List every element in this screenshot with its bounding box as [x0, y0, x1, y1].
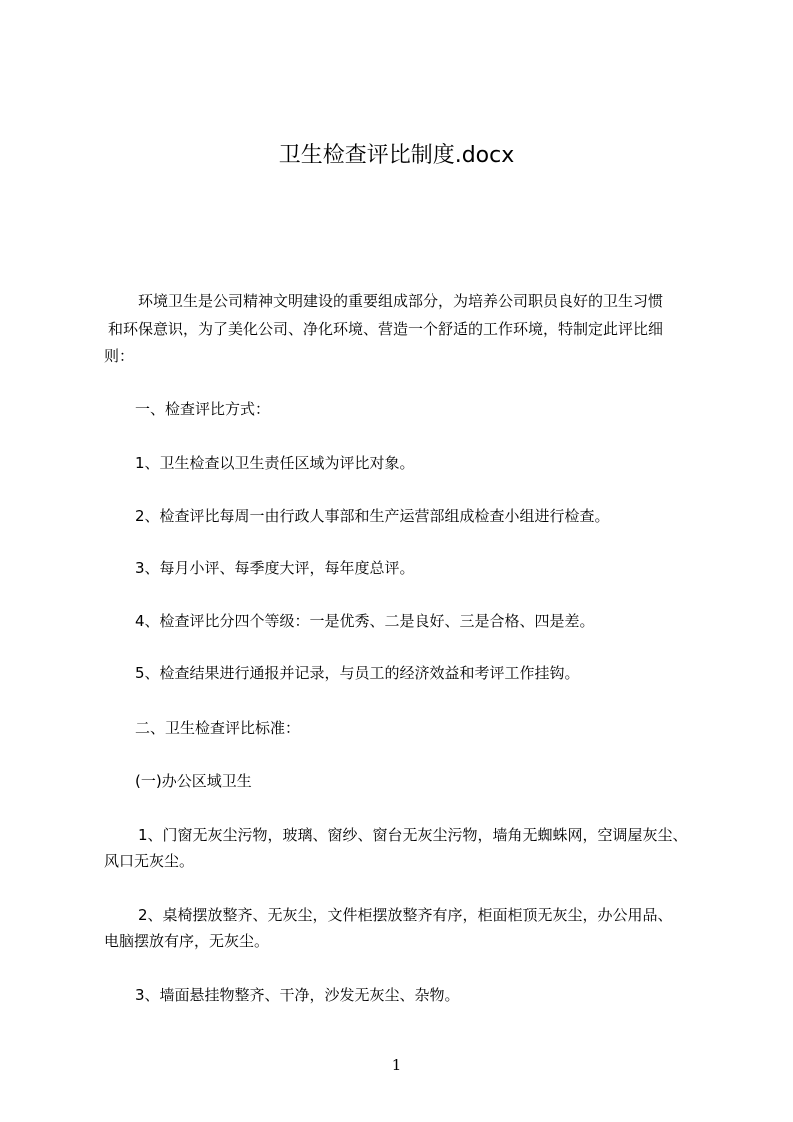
section-2-heading: 二、卫生检查评比标准：: [135, 719, 301, 737]
section-2-item-2-line-2: 电脑摆放有序，无灰尘。: [104, 932, 270, 950]
section-2-item-1-line-1: 1、门窗无灰尘污物，玻璃、窗纱、窗台无灰尘污物，墙角无蜘蛛网，空调屋灰尘、: [138, 826, 688, 844]
section-1-item-5: 5、检查结果进行通报并记录，与员工的经济效益和考评工作挂钩。: [135, 664, 580, 682]
document-title: 卫生检查评比制度.docx: [278, 143, 515, 168]
page-number: 1: [391, 1056, 402, 1074]
intro-line-1: 环境卫生是公司精神文明建设的重要组成部分，为培养公司职员良好的卫生习惯: [138, 292, 664, 310]
section-2-subheading: (一)办公区域卫生: [135, 772, 252, 790]
section-1-heading: 一、检查评比方式：: [135, 400, 271, 418]
section-2-item-2-line-1: 2、桌椅摆放整齐、无灰尘，文件柜摆放整齐有序，柜面柜顶无灰尘，办公用品、: [138, 906, 673, 924]
intro-line-2: 和环保意识，为了美化公司、净化环境、营造一个舒适的工作环境，特制定此评比细: [108, 320, 664, 338]
section-2-item-3: 3、墙面悬挂物整齐、干净，沙发无灰尘、杂物。: [135, 986, 460, 1004]
section-1-item-3: 3、每月小评、每季度大评，每年度总评。: [135, 559, 415, 577]
section-1-item-1: 1、卫生检查以卫生责任区域为评比对象。: [135, 454, 415, 472]
section-1-item-4: 4、检查评比分四个等级：一是优秀、二是良好、三是合格、四是差。: [135, 612, 595, 630]
section-2-item-1-line-2: 风口无灰尘。: [104, 852, 195, 870]
intro-line-3: 则：: [104, 347, 135, 365]
section-1-item-2: 2、检查评比每周一由行政人事部和生产运营部组成检查小组进行检查。: [135, 507, 610, 525]
